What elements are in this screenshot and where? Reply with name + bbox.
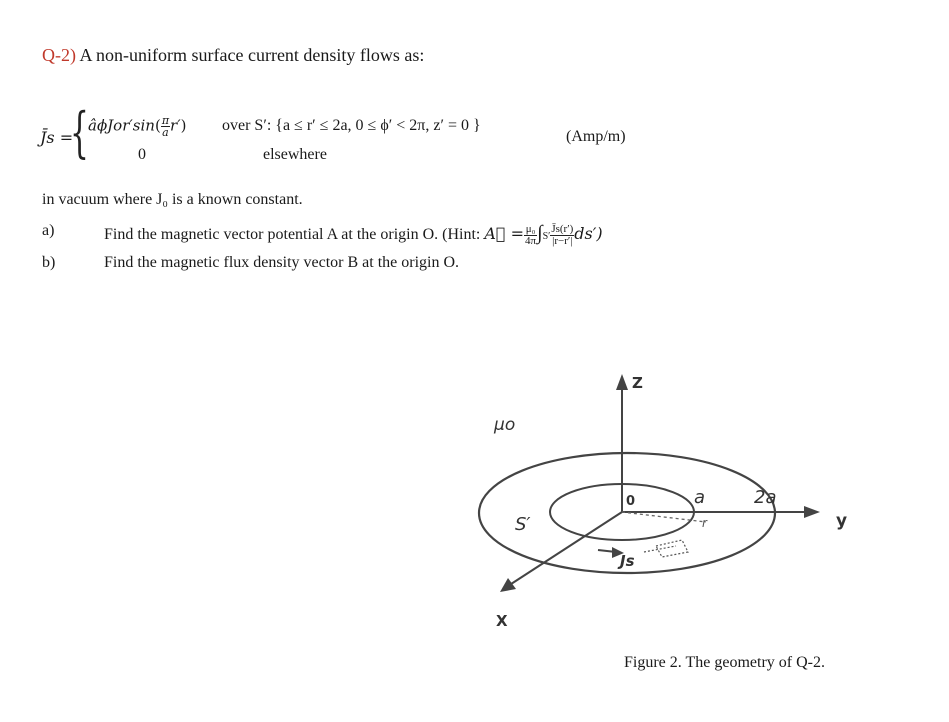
equation-case1: âϕJor′sin( $\frac{\pi}{a}$ r′)	[88, 114, 187, 139]
question-label: Q-2)	[42, 45, 76, 65]
case1-r: r′	[170, 116, 181, 135]
element-arrow	[644, 546, 676, 552]
2a-label: 2a	[754, 487, 777, 508]
mu0-label: μo	[494, 415, 516, 435]
question-intro: A non-uniform surface current density flows as:	[79, 45, 425, 65]
figure-caption: Figure 2. The geometry of Q-2.	[624, 654, 825, 671]
part-b-text: Find the magnetic flux density vector B at the origin O.	[104, 254, 460, 271]
part-a-body: Find the magnetic vector potential A at the origin O. (Hint:	[104, 226, 481, 243]
hint-integral: ∫	[537, 222, 543, 244]
hint-ds: ds′)	[574, 224, 603, 243]
hint-subscript: S′	[542, 231, 551, 242]
hint-4pi: 4π	[525, 234, 537, 247]
origin-label: 0	[626, 494, 636, 509]
equation-case2-condition: elsewhere	[263, 146, 327, 163]
equation-lhs: J̄s =	[40, 128, 74, 147]
case1-a: a	[162, 126, 169, 139]
case1-expr: âϕJor′sin	[88, 116, 155, 135]
hint-num: J̄s(r′)	[551, 222, 574, 235]
x-arrowhead	[500, 578, 516, 592]
hint-mu: μ₀	[525, 222, 536, 235]
part-b-label: b)	[42, 254, 56, 271]
r-label: r	[702, 516, 707, 530]
y-label: y	[836, 511, 848, 531]
hint-den: |r−r′|	[552, 234, 573, 247]
hint-lhs: A⃗ =	[484, 224, 525, 243]
case1-pi: π	[161, 114, 170, 127]
vacuum-statement: in vacuum where J₀ is a known constant.	[42, 191, 303, 208]
equation-case1-condition: over S′: {a ≤ r′ ≤ 2a, 0 ≤ ϕ′ < 2π, z′ = 0 }	[222, 117, 481, 134]
equation-case2: 0	[138, 146, 146, 163]
part-a-label: a)	[42, 222, 55, 239]
equation-unit: (Amp/m)	[566, 128, 626, 145]
y-arrowhead	[804, 506, 820, 518]
x-label: X	[496, 612, 508, 630]
equation-brace: {	[70, 101, 89, 164]
s-prime-label: S′	[515, 514, 531, 535]
a-label: a	[694, 487, 706, 508]
js-label: Js	[620, 552, 635, 570]
z-arrowhead	[616, 374, 628, 390]
z-label: Z	[632, 374, 643, 392]
